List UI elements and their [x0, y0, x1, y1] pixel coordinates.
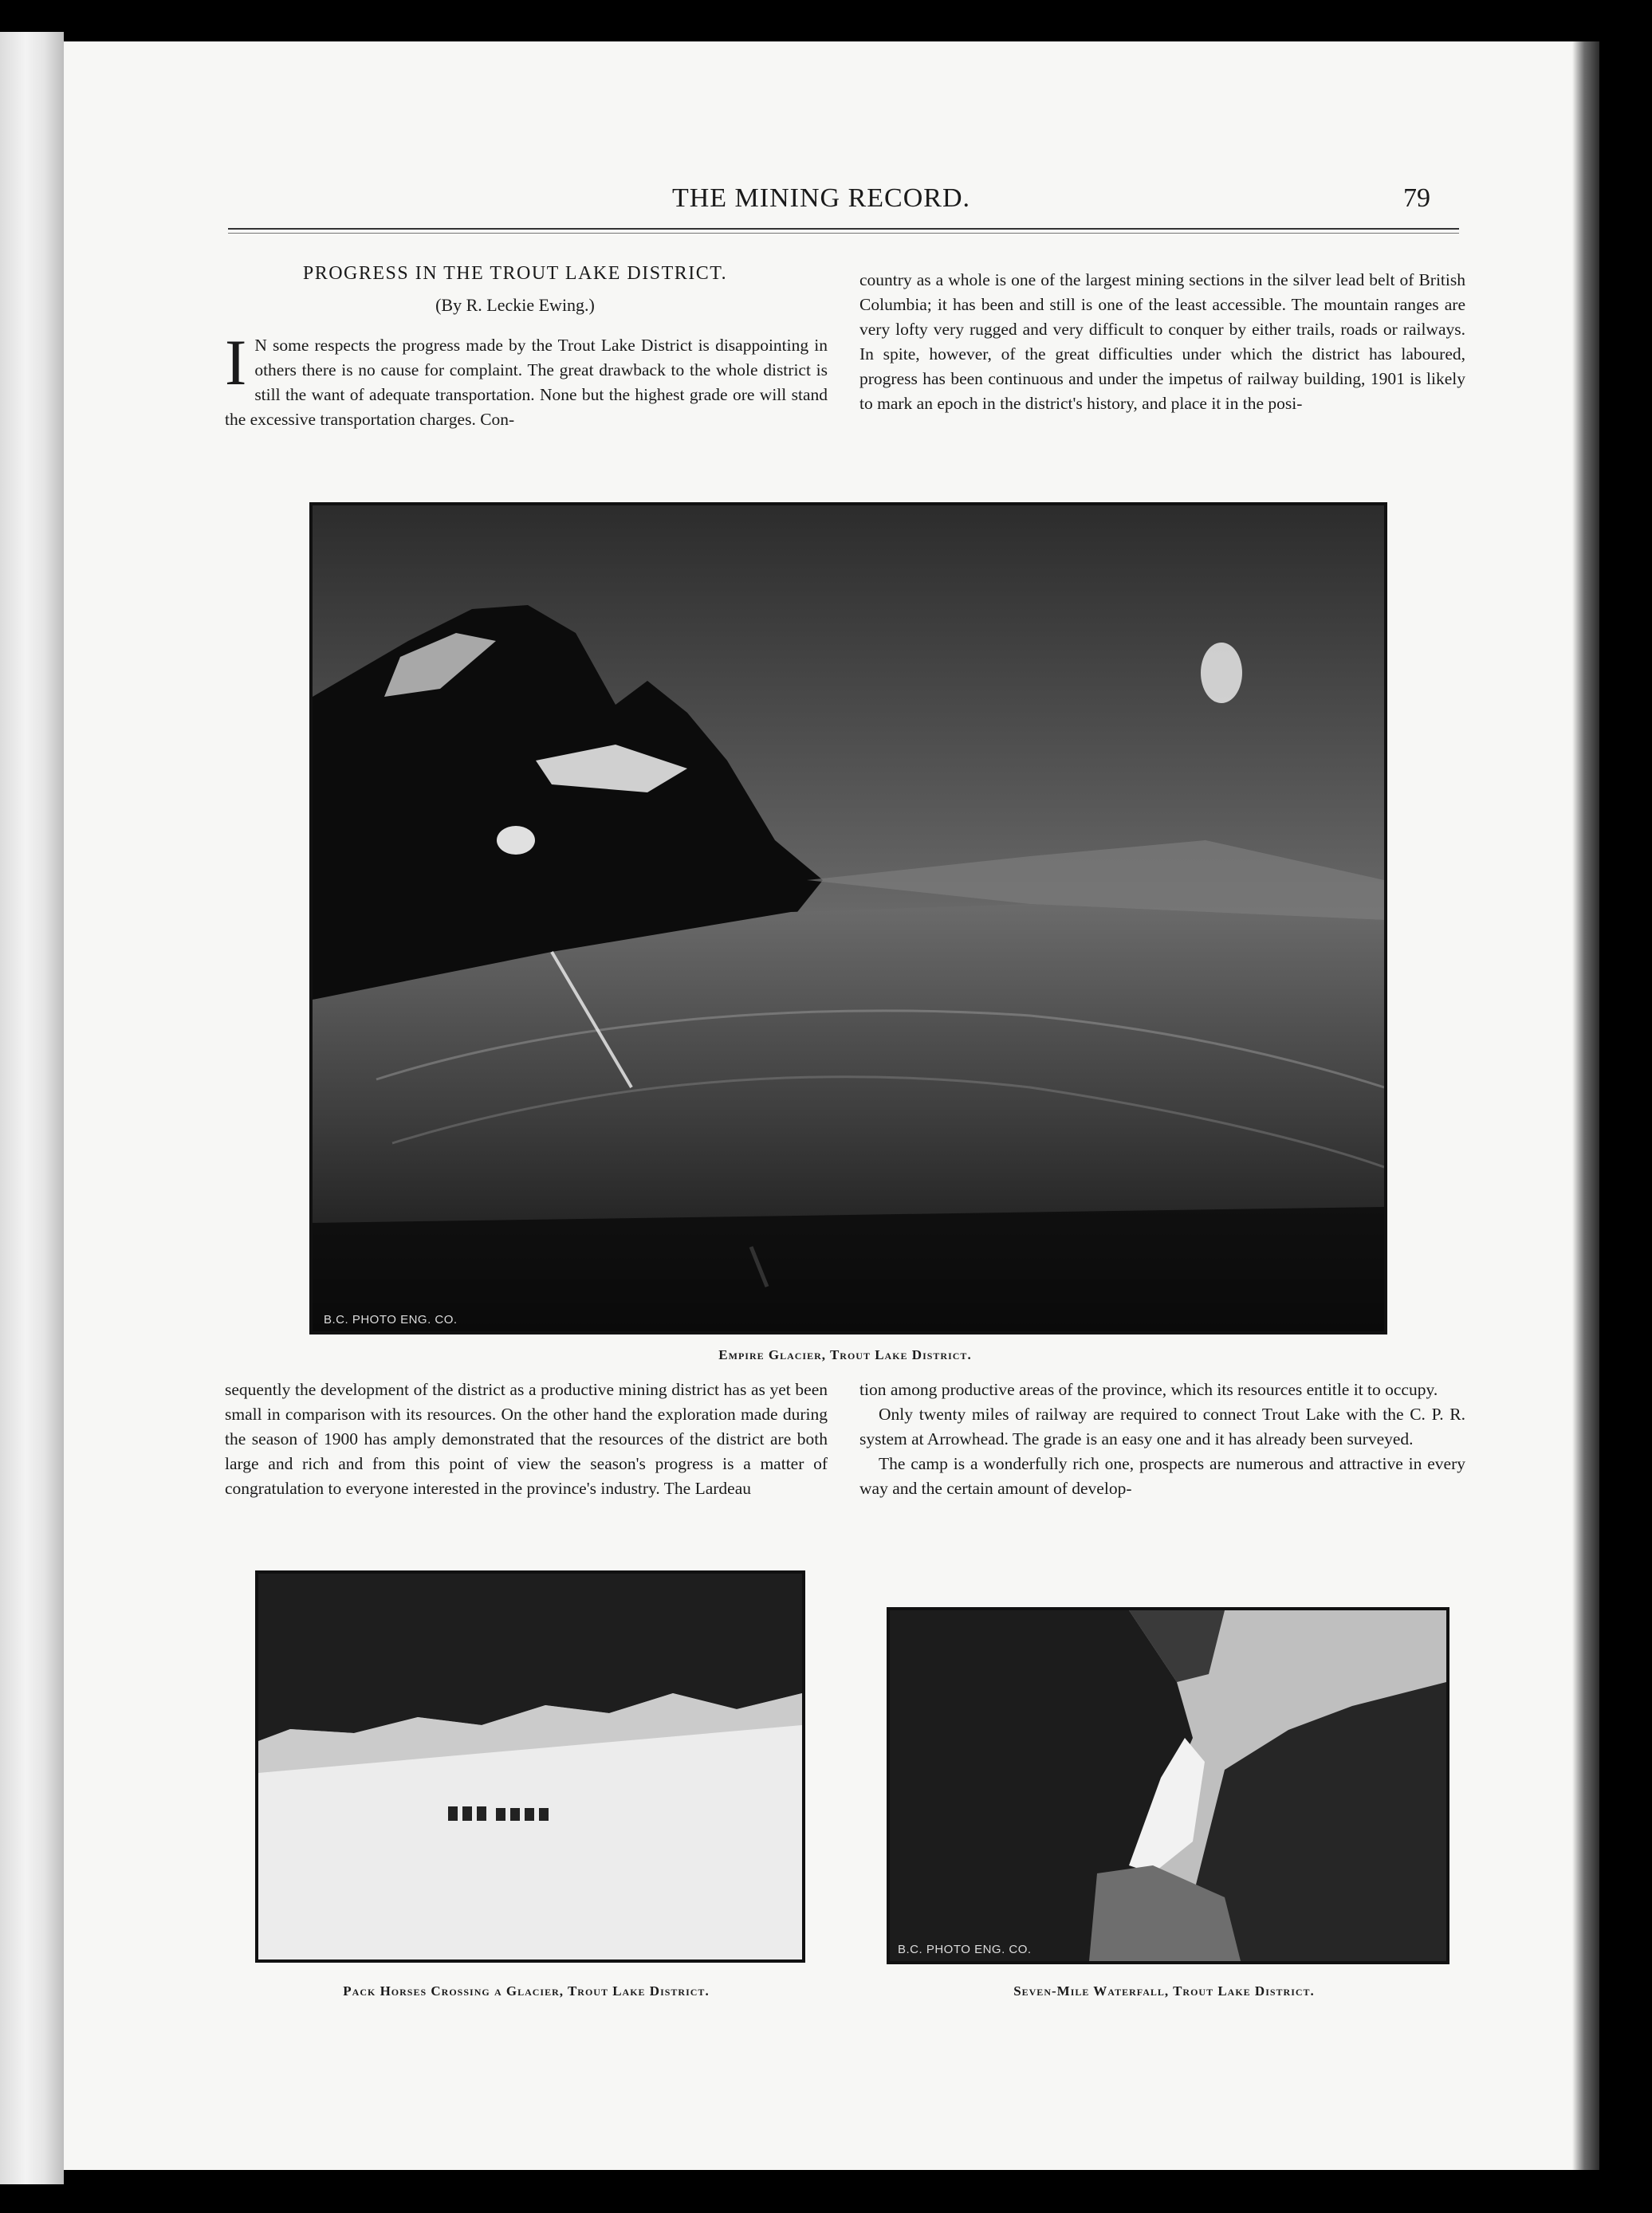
- article-title: PROGRESS IN THE TROUT LAKE DISTRICT.: [302, 263, 728, 284]
- paragraph: Only twenty miles of railway are required to connect Trout Lake with the C. P. R. system at Arrowhead. The grade is an easy one and it has already been surveyed.: [859, 1405, 1465, 1448]
- column-1-top: [225, 326, 828, 432]
- column-2-top: [859, 268, 1465, 416]
- engraver-credit: B.C. PHOTO ENG. CO.: [324, 1313, 458, 1327]
- paragraph: N some respects the progress made by the Trout Lake District is disappointing in others there is no cause for complaint. The great drawback to the whole district is still the want of adequate transportation. None but the highest grade ore will stand the excessive transportation charges. Con-: [225, 336, 828, 429]
- caption-empire-glacier: Empire Glacier, Trout Lake District.: [718, 1347, 972, 1362]
- engraver-credit: B.C. PHOTO ENG. CO.: [898, 1943, 1032, 1956]
- glacier-photo-image: [313, 505, 1384, 1331]
- page-number: 79: [1403, 183, 1430, 213]
- paragraph: country as a whole is one of the largest mining sections in the silver lead belt of British Columbia; it has been and still is one of the least accessible. The mountain ranges are very lofty very rugged and very difficult to conquer by either trails, roads or railways. In spite, however, of the great difficulties under which the district has laboured, progress has been continuous and under the impetus of railway building, 1901 is likely to mark an epoch in the district's history, and place it in the posi-: [859, 270, 1465, 413]
- header-rule: [228, 228, 1459, 234]
- photo-waterfall: [887, 1607, 1449, 1964]
- book-spine: [0, 32, 64, 2184]
- column-2-bottom: [859, 1378, 1465, 1501]
- photo-empire-glacier: [309, 502, 1387, 1334]
- photo-pack-horses: [255, 1570, 805, 1963]
- column-1-bottom: [225, 1378, 828, 1501]
- page-edge-shadow: [1572, 41, 1599, 2170]
- caption-waterfall: Seven-Mile Waterfall, Trout Lake District.: [1013, 1983, 1315, 1999]
- caption-pack-horses: Pack Horses Crossing a Glacier, Trout Lake District.: [343, 1983, 710, 1999]
- article-byline: (By R. Leckie Ewing.): [435, 295, 595, 315]
- running-head: THE MINING RECORD.: [671, 183, 971, 213]
- paragraph: tion among productive areas of the province, which its resources entitle it to occupy.: [859, 1380, 1438, 1399]
- waterfall-photo-image: [890, 1610, 1446, 1961]
- pack-horses-photo-image: [258, 1574, 802, 1959]
- paragraph: The camp is a wonderfully rich one, prospects are numerous and attractive in every way and the certain amount of develop-: [859, 1454, 1465, 1498]
- paragraph: sequently the development of the district as a productive mining district has as yet been small in comparison with its resources. On the other hand the exploration made during the season of 1900 has amply demonstrated that the resources of the district are both large and rich and from this point of view the season's progress is a matter of congratulation to everyone interested in the province's industry. The Lardeau: [225, 1380, 828, 1498]
- drop-cap: I: [225, 326, 247, 399]
